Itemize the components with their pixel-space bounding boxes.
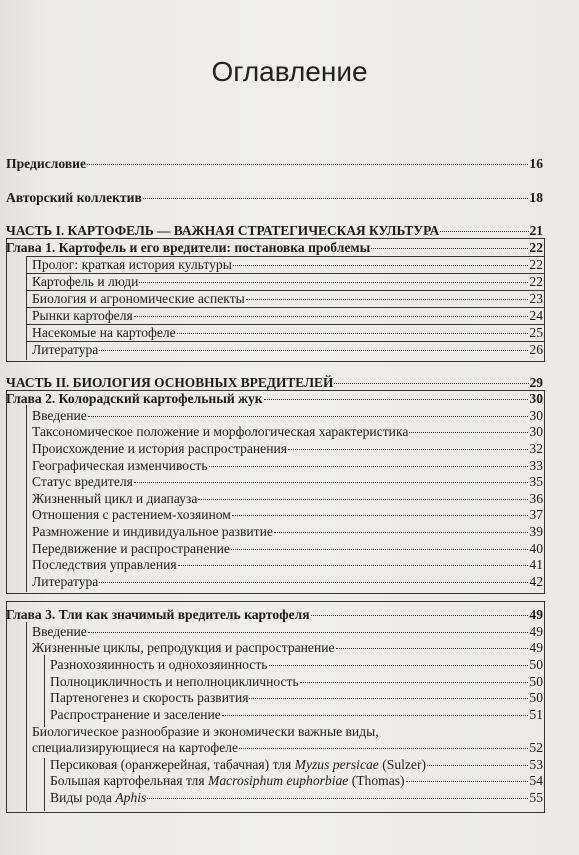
- dot-leader: [300, 682, 529, 683]
- dot-leader: [427, 765, 528, 766]
- toc-entry[interactable]: Последствия управления 41: [32, 557, 543, 572]
- dot-leader: [231, 549, 528, 550]
- toc-subentry[interactable]: Большая картофельная тля Macrosiphum euphorbiae (Thomas) 54: [50, 773, 543, 788]
- dot-leader: [209, 466, 529, 467]
- dot-leader: [232, 515, 529, 516]
- dot-leader: [249, 698, 528, 699]
- dot-leader: [288, 449, 528, 450]
- dot-leader: [198, 499, 528, 500]
- dot-leader: [406, 781, 529, 782]
- dot-leader: [178, 565, 529, 566]
- dot-leader: [311, 615, 529, 616]
- toc-entry[interactable]: Таксономическое положение и морфологическая характеристика 30: [32, 424, 543, 439]
- dot-leader: [233, 265, 529, 266]
- dot-leader: [99, 582, 528, 583]
- toc-subentry[interactable]: Персиковая (оранжерейная, табачная) тля Myzus persicae (Sulzer) 53: [50, 757, 543, 772]
- toc-entry[interactable]: Отношения с растением-хозяином 37: [32, 507, 543, 522]
- dot-leader: [222, 715, 529, 716]
- toc-entry[interactable]: Жизненные циклы, репродукция и распространение 49: [32, 640, 543, 655]
- dot-leader: [269, 665, 529, 666]
- dot-leader: [371, 248, 528, 249]
- dot-leader: [88, 632, 529, 633]
- dot-leader: [239, 748, 528, 749]
- toc-entry-preface[interactable]: Предисловие 16: [6, 156, 543, 171]
- chapter-1-inner-divider: [26, 256, 27, 360]
- dot-leader: [177, 333, 529, 334]
- toc-entry[interactable]: Географическая изменчивость 33: [32, 458, 543, 473]
- chapter-3-inner-divider: [26, 622, 27, 811]
- dot-leader: [264, 399, 529, 400]
- toc-entry[interactable]: Происхождение и история распространения 32: [32, 441, 543, 456]
- toc-entry-chapter-2[interactable]: Глава 2. Колорадский картофельный жук 30: [6, 391, 543, 406]
- dot-leader: [134, 316, 529, 317]
- toc-entry[interactable]: Размножение и индивидуальное развитие 39: [32, 524, 543, 539]
- toc-entry[interactable]: Введение 49: [32, 624, 543, 639]
- toc-entry[interactable]: Картофель и люди 22: [32, 274, 543, 289]
- toc-entry-chapter-3[interactable]: Глава 3. Тли как значимый вредитель картофеля 49: [6, 607, 543, 622]
- toc-entry[interactable]: Насекомые на картофеле 25: [32, 325, 543, 340]
- toc-entry[interactable]: Передвижение и распространение 40: [32, 541, 543, 556]
- toc-subentry[interactable]: Партеногенез и скорость развития 50: [50, 690, 543, 705]
- toc-entry-wrapped-line: Биологическое разнообразие и экономически важные виды,: [32, 724, 379, 739]
- dot-leader: [87, 164, 528, 165]
- toc-subentry[interactable]: Виды рода Aphis 55: [50, 790, 543, 805]
- toc-entry[interactable]: Пролог: краткая история культуры 22: [32, 257, 543, 272]
- chapter-2-inner-divider: [26, 405, 27, 592]
- chapter-3-sub-divider-2: [44, 758, 45, 811]
- toc-entry[interactable]: Статус вредителя 35: [32, 474, 543, 489]
- toc-entry-part-2[interactable]: ЧАСТЬ II. БИОЛОГИЯ ОСНОВНЫХ ВРЕДИТЕЛЕЙ 29: [6, 375, 543, 390]
- dot-leader: [409, 432, 528, 433]
- toc-subentry[interactable]: Разнохозяинность и однохозяинность 50: [50, 657, 543, 672]
- dot-leader: [139, 282, 528, 283]
- toc-entry[interactable]: Рынки картофеля 24: [32, 308, 543, 323]
- toc-entry[interactable]: Введение 30: [32, 408, 543, 423]
- dot-leader: [336, 648, 529, 649]
- toc-entry[interactable]: Биология и агрономические аспекты 23: [32, 291, 543, 306]
- dot-leader: [134, 482, 528, 483]
- dot-leader: [246, 299, 529, 300]
- toc-entry[interactable]: Литература 42: [32, 574, 543, 589]
- toc-entry-part-1[interactable]: ЧАСТЬ I. КАРТОФЕЛЬ — ВАЖНАЯ СТРАТЕГИЧЕСКАЯ КУЛЬТУРА 21: [6, 223, 543, 238]
- toc-entry[interactable]: специализирующиеся на картофеле 52: [32, 740, 543, 755]
- dot-leader: [143, 198, 529, 199]
- dot-leader: [274, 532, 528, 533]
- toc-subentry[interactable]: Распространение и заселение 51: [50, 707, 543, 722]
- toc-entry-chapter-1[interactable]: Глава 1. Картофель и его вредители: постановка проблемы 22: [6, 240, 543, 255]
- toc-subentry[interactable]: Полноцикличность и неполноцикличность 50: [50, 674, 543, 689]
- toc-entry[interactable]: Литература 26: [32, 342, 543, 357]
- dot-leader: [334, 383, 528, 384]
- dot-leader: [147, 798, 528, 799]
- dot-leader: [88, 416, 529, 417]
- dot-leader: [440, 231, 528, 232]
- page-title: Оглавление: [211, 56, 368, 87]
- toc-entry-authors[interactable]: Авторский коллектив 18: [6, 190, 543, 205]
- toc-entry[interactable]: Жизненный цикл и диапауза 36: [32, 491, 543, 506]
- dot-leader: [99, 350, 528, 351]
- chapter-3-sub-divider: [44, 655, 45, 727]
